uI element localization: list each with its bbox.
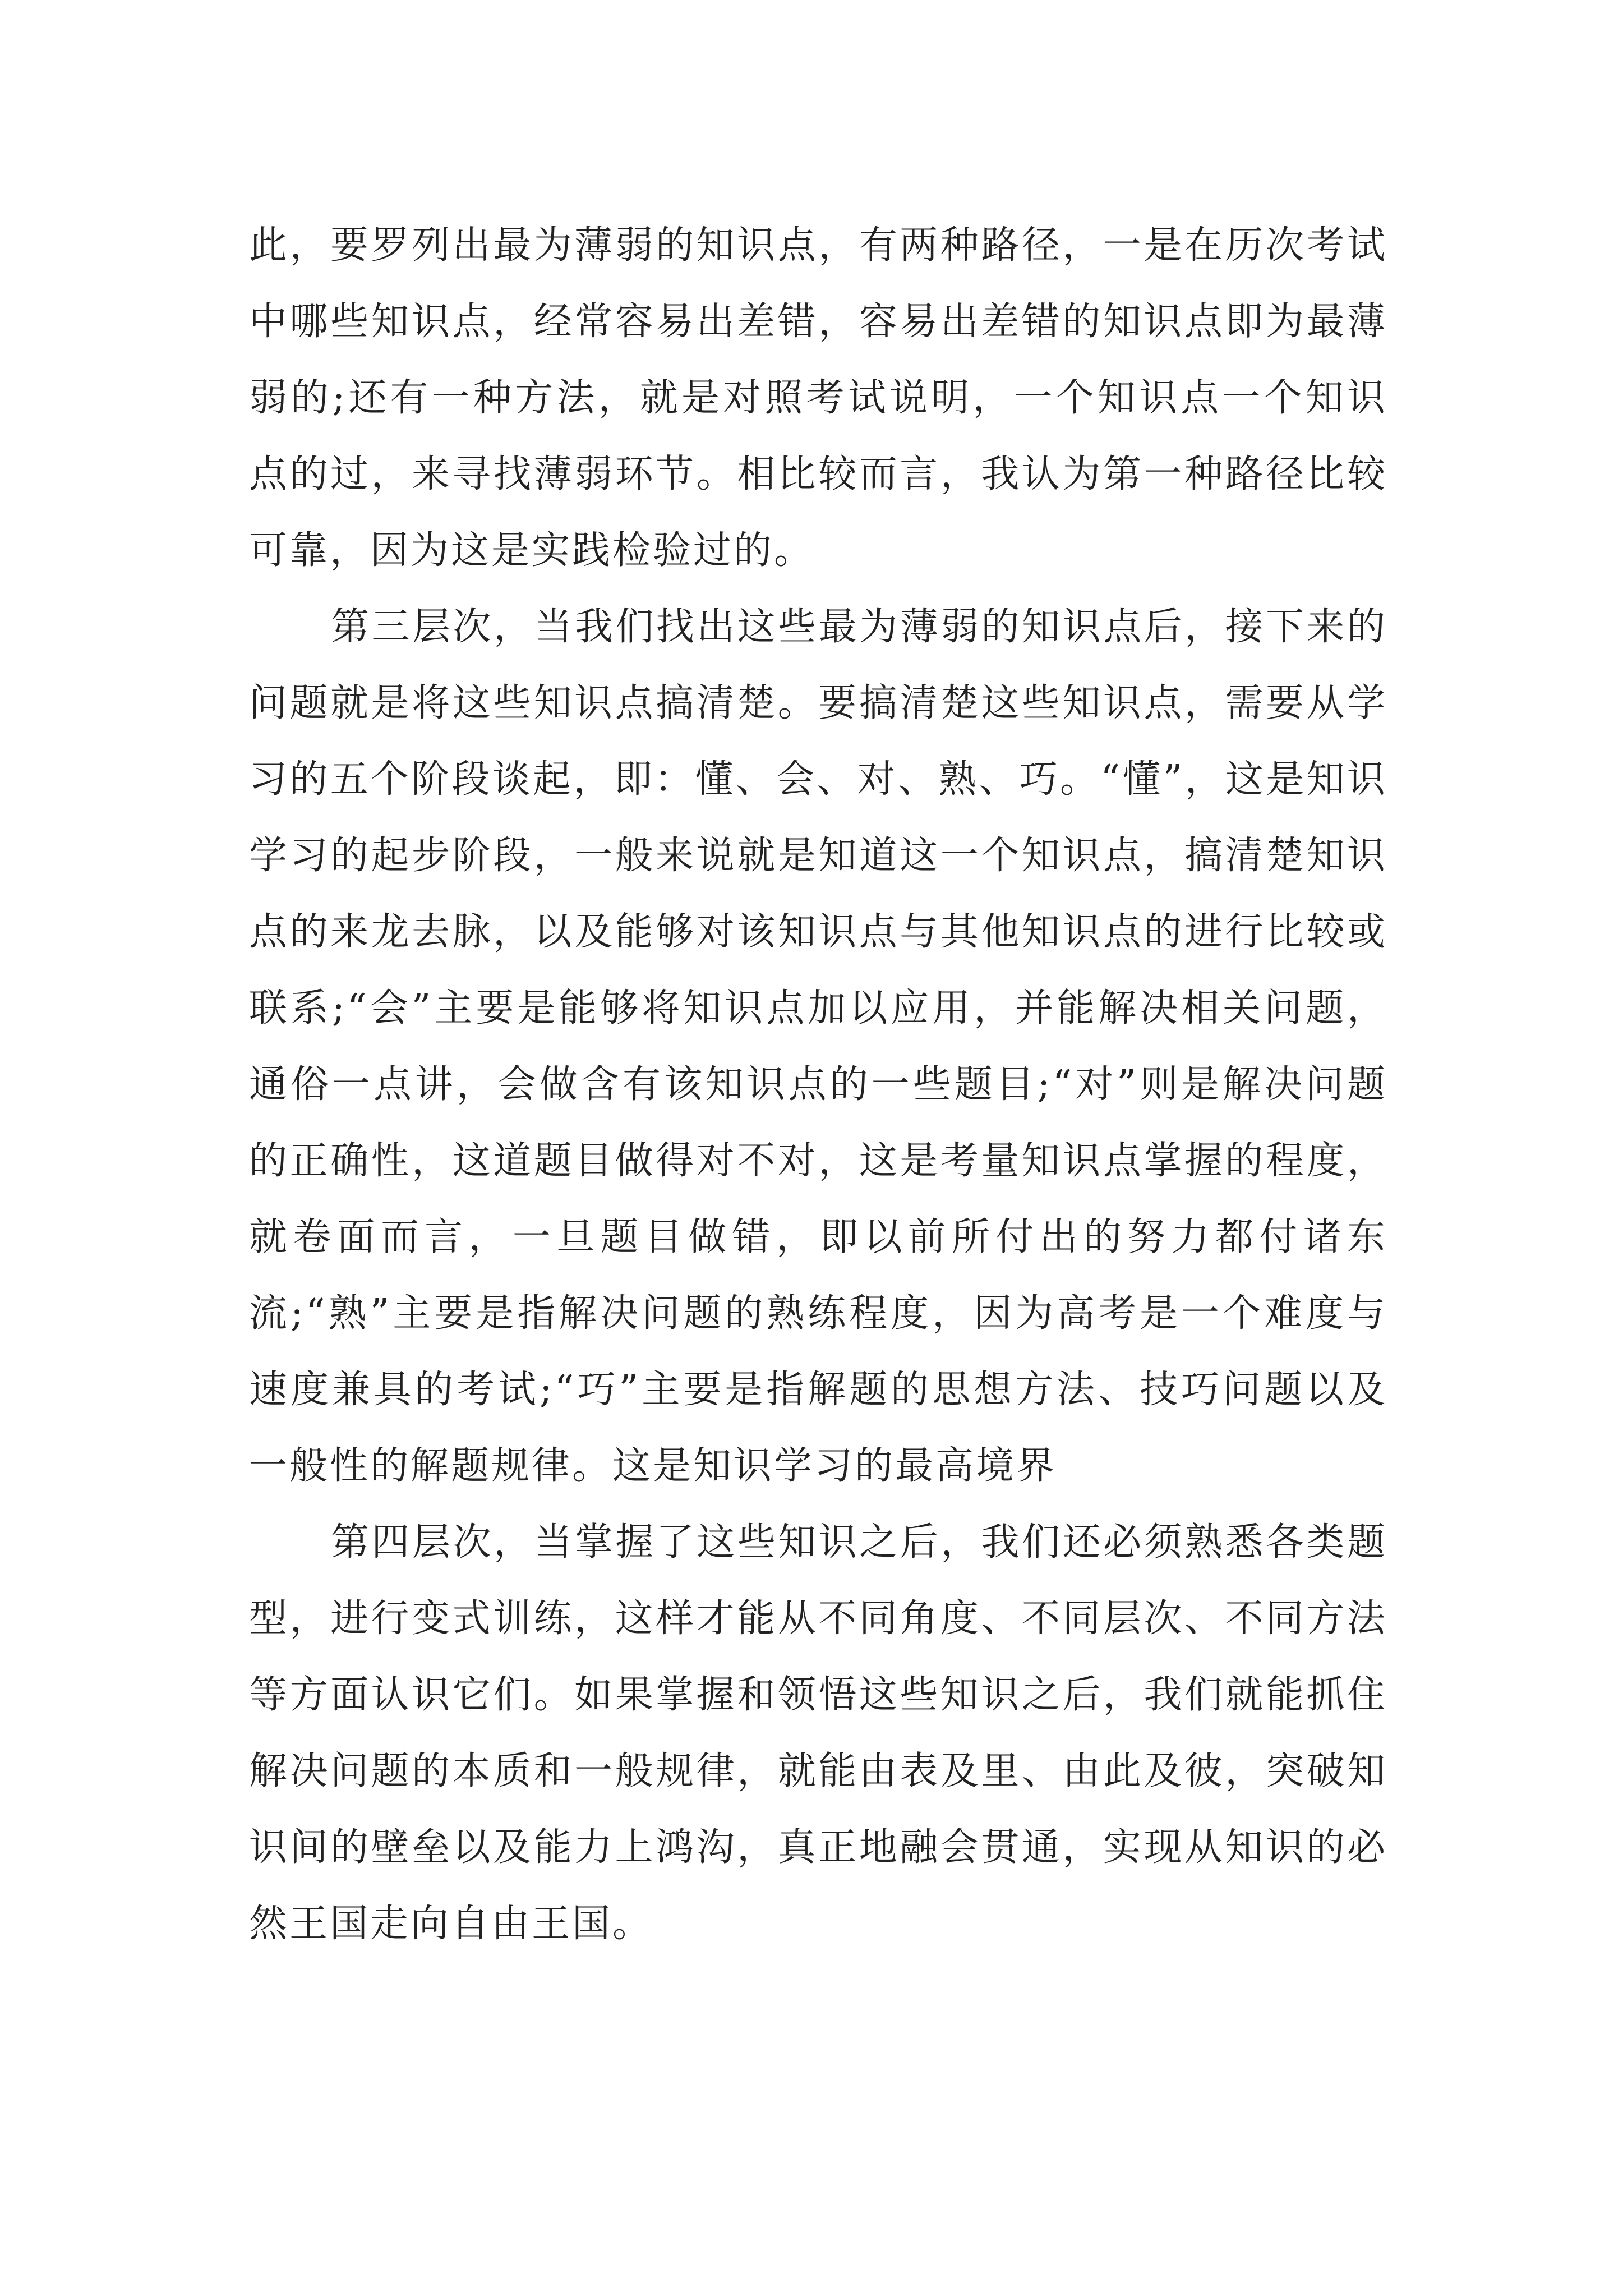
paragraph-2: 第三层次，当我们找出这些最为薄弱的知识点后，接下来的问题就是将这些知识点搞清楚。要搞清楚这些知识点，需要从学习的五个阶段谈起，即：懂、会、对、熟、巧。“懂”，这是知识学习的起步阶段，一般来说就是知道这一个知识点，搞清楚知识点的来龙去脉，以及能够对该知识点与其他知识点的进行比较或联系;“会”主要是能够将知识点加以应用，并能解决相关问题，通俗一点讲，会做含有该知识点的一些题目;“对”则是解决问题的正确性，这道题目做得对不对，这是考量知识点掌握的程度，就卷面而言，一旦题目做错，即以前所付出的努力都付诸东流;“熟”主要是指解决问题的熟练程度，因为高考是一个难度与速度兼具的考试;“巧”主要是指解题的思想方法、技巧问题以及一般性的解题规律。这是知识学习的最高境界 [249, 605, 1387, 1488]
paragraph-1: 此，要罗列出最为薄弱的知识点，有两种路径，一是在历次考试中哪些知识点，经常容易出差错，容易出差错的知识点即为最薄弱的;还有一种方法，就是对照考试说明，一个知识点一个知识点的过，来寻找薄弱环节。相比较而言，我认为第一种路径比较可靠，因为这是实践检验过的。 [249, 223, 1387, 573]
paragraph-3: 第四层次，当掌握了这些知识之后，我们还必须熟悉各类题型，进行变式训练，这样才能从不同角度、不同层次、不同方法等方面认识它们。如果掌握和领悟这些知识之后，我们就能抓住解决问题的本质和一般规律，就能由表及里、由此及彼，突破知识间的壁垒以及能力上鸿沟，真正地融会贯通，实现从知识的必然王国走向自由王国。 [249, 1520, 1387, 1946]
body-text [249, 208, 1387, 1962]
